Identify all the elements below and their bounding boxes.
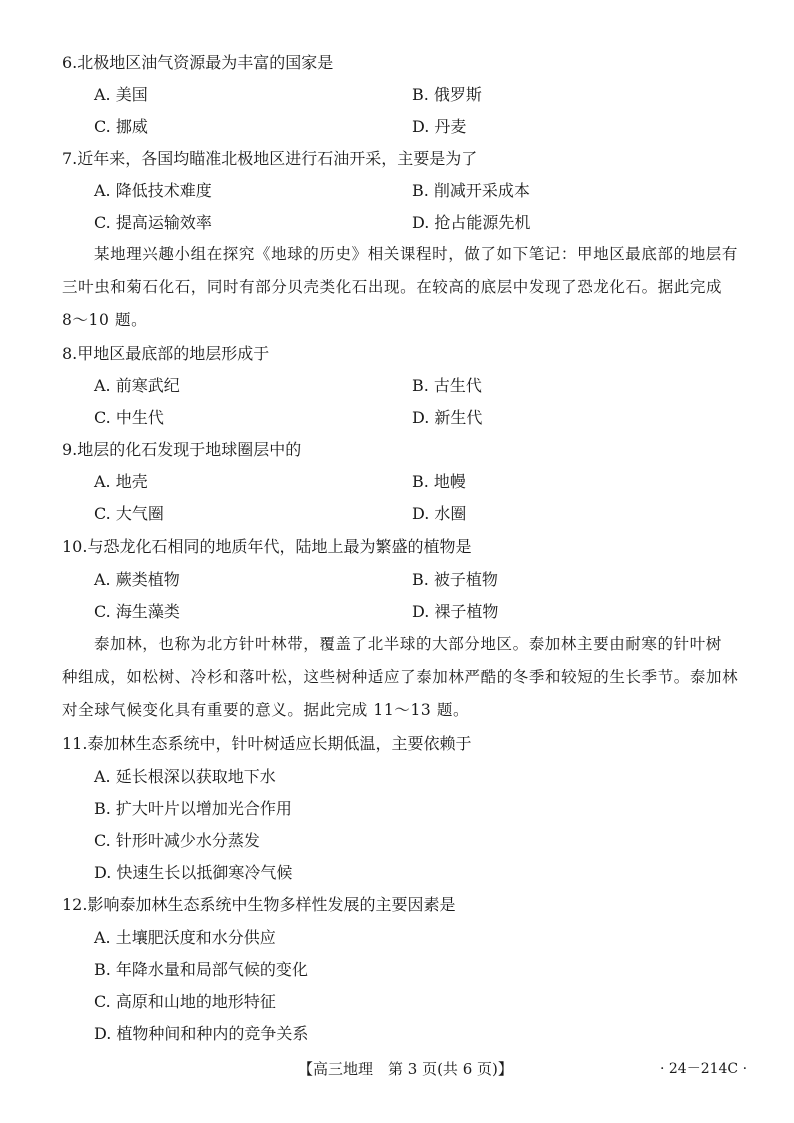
- option-a: A. 美国: [94, 85, 148, 104]
- option-c: C. 挪威: [94, 117, 148, 136]
- passage-line: 某地理兴趣小组在探究《地球的历史》相关课程时，做了如下笔记：甲地区最底部的地层有: [94, 245, 739, 263]
- passage-line: 种组成，如松树、冷杉和落叶松，这些树种适应了泰加林严酷的冬季和较短的生长季节。泰加林: [62, 668, 739, 686]
- question-7: [62, 146, 477, 169]
- option-b: B. 地幔: [412, 472, 466, 491]
- option-a: A. 土壤肥沃度和水分供应: [94, 928, 276, 947]
- question-11: [62, 731, 471, 754]
- question-number: 8.: [62, 344, 78, 363]
- option-c: C. 大气圈: [94, 504, 164, 523]
- option-b: B. 被子植物: [412, 570, 498, 589]
- option-d: D. 丹麦: [412, 117, 467, 136]
- question-number: 6.: [62, 53, 78, 72]
- option-a: A. 降低技术难度: [94, 181, 212, 200]
- option-d: D. 快速生长以抵御寒冷气候: [94, 863, 293, 882]
- question-number: 10.: [62, 537, 88, 556]
- option-b: B. 俄罗斯: [412, 85, 482, 104]
- paper-code: · 24－214C ·: [660, 1061, 748, 1077]
- question-number: 9.: [62, 440, 78, 459]
- question-12: [62, 892, 455, 915]
- passage-line: 8～10 题。: [62, 311, 148, 329]
- question-stem: 近年来，各国均瞄准北极地区进行石油开采，主要是为了: [77, 149, 478, 168]
- question-10: [62, 534, 471, 557]
- option-a: A. 前寒武纪: [94, 376, 180, 395]
- question-number: 11.: [62, 734, 88, 753]
- option-a: A. 地壳: [94, 472, 148, 491]
- question-stem: 北极地区油气资源最为丰富的国家是: [77, 53, 334, 72]
- page-footer: 【高三地理 第 3 页(共 6 页)】: [298, 1060, 513, 1078]
- option-b: B. 年降水量和局部气候的变化: [94, 960, 308, 979]
- question-9: [62, 437, 301, 460]
- option-c: C. 中生代: [94, 408, 164, 427]
- question-number: 7.: [62, 149, 78, 168]
- option-c: C. 高原和山地的地形特征: [94, 992, 276, 1011]
- question-stem: 与恐龙化石相同的地质年代，陆地上最为繁盛的植物是: [87, 537, 472, 556]
- option-d: D. 抢占能源先机: [412, 213, 531, 232]
- option-a: A. 延长根深以获取地下水: [94, 767, 276, 786]
- option-d: D. 新生代: [412, 408, 483, 427]
- passage-line: 三叶虫和菊石化石，同时有部分贝壳类化石出现。在较高的底层中发现了恐龙化石。据此完成: [62, 278, 723, 296]
- option-b: B. 古生代: [412, 376, 482, 395]
- question-stem: 泰加林生态系统中，针叶树适应长期低温，主要依赖于: [87, 734, 472, 753]
- option-c: C. 海生藻类: [94, 602, 180, 621]
- option-d: D. 水圈: [412, 504, 467, 523]
- option-c: C. 针形叶减少水分蒸发: [94, 831, 260, 850]
- question-8: [62, 341, 269, 364]
- option-d: D. 植物种间和种内的竞争关系: [94, 1024, 309, 1043]
- option-a: A. 蕨类植物: [94, 570, 180, 589]
- question-stem: 甲地区最底部的地层形成于: [77, 344, 270, 363]
- question-6: [62, 50, 333, 73]
- question-number: 12.: [62, 895, 88, 914]
- option-d: D. 裸子植物: [412, 602, 499, 621]
- option-b: B. 削减开采成本: [412, 181, 530, 200]
- passage-line: 对全球气候变化具有重要的意义。据此完成 11～13 题。: [62, 701, 470, 719]
- passage-line: 泰加林，也称为北方针叶林带，覆盖了北半球的大部分地区。泰加林主要由耐寒的针叶树: [94, 635, 722, 653]
- option-b: B. 扩大叶片以增加光合作用: [94, 799, 292, 818]
- question-stem: 地层的化石发现于地球圈层中的: [77, 440, 302, 459]
- question-stem: 影响泰加林生态系统中生物多样性发展的主要因素是: [87, 895, 456, 914]
- option-c: C. 提高运输效率: [94, 213, 212, 232]
